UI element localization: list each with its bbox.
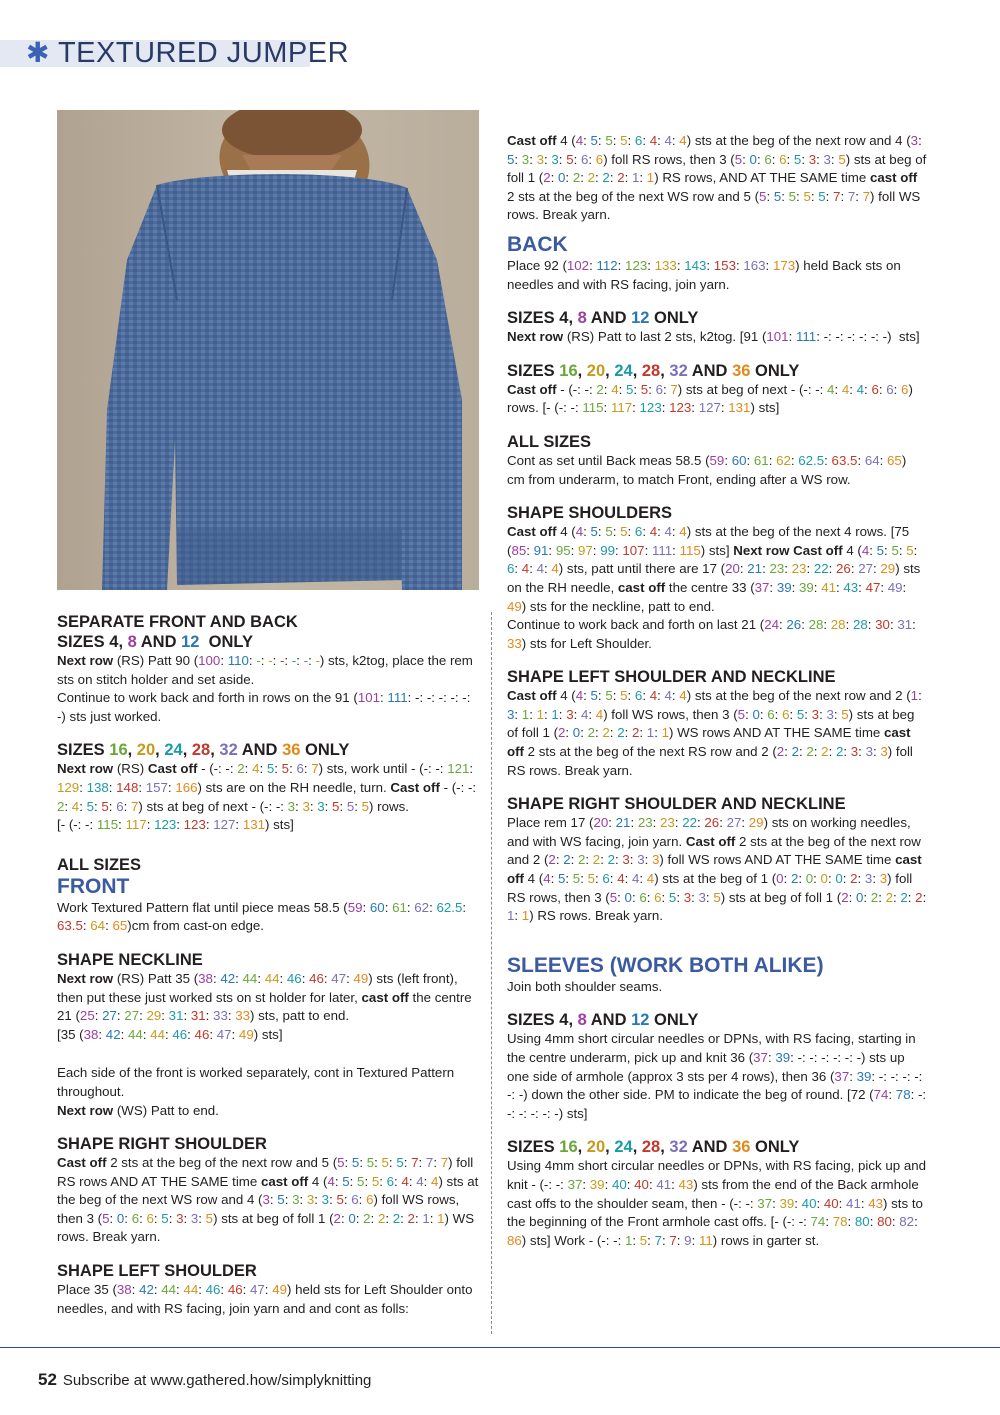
shape-shoulders-heading: SHAPE SHOULDERS [507, 504, 673, 523]
all-sizes-heading: ALL SIZES [57, 855, 142, 874]
left-neck-instructions: Cast off 4 (4: 5: 5: 5: 6: 4: 4: 4) sts at the beg of the next row and 2 (1: 3: 1: 1: 1: 3: 4: 4) foll WS rows, then 3 (5: 0: 6: 6: 5: 3: 3: 5) sts at beg of foll 1 (2: 0: 2: 2: 2: 2: 1: 1) WS rows AND AT THE SAME time cast off 2 sts at the beg of the next RS row and 2 (2: 2: 2: 2: 2: 3: 3: 3) foll RS rows. Break yarn. [507, 688, 922, 778]
sleeve-large-instructions: Using 4mm short circular needles or DPNs, with RS facing, pick up and knit - (-: -: 37: 39: 40: 40: 41: 43) sts from the end of the Back armhole cast offs to the shoulder seam, then - (-: -: 37: 39: 40: 40: 41: 43) sts to the beginning of the Front armhole cast offs. [- (-: -: 74: 78: 80: 80: 82: 86) sts] Work - (-: -: 1: 5: 7: 7: 9: 11) rows in garter st. [507, 1158, 927, 1248]
right-shoulder-neckline-heading: SHAPE RIGHT SHOULDER AND NECKLINE [507, 795, 846, 814]
back-instructions: Place 92 (102: 112: 123: 133: 143: 153: 163: 173) held Back sts on needles and with RS facing, join yarn. [507, 257, 901, 292]
back-all-instructions: Cont as set until Back meas 58.5 (59: 60: 61: 62: 62.5: 63.5: 64: 65) cm from underarm, to match Front, ending after a WS row. [507, 452, 907, 487]
neckline-total: [35 (38: 42: 44: 44: 46: 46: 47: 49) sts] [57, 1026, 283, 1042]
page-number: 52 [38, 1370, 57, 1389]
front-instructions: Work Textured Pattern flat until piece meas 58.5 (59: 60: 61: 62: 62.5: 63.5: 64: 65)cm from cast-on edge. [57, 899, 467, 934]
sleeve-sizes-small-heading: SIZES 4, 8 AND 12 ONLY [507, 1011, 699, 1030]
footer-rule [0, 1347, 1000, 1348]
left-shoulder-instructions: Place 35 (38: 42: 44: 44: 46: 46: 47: 49) held sts for Left Shoulder onto needles, and with RS facing, join yarn and and cont as folls: [57, 1282, 473, 1316]
shoulders-continue: Continue to work back and forth on last 21 (24: 26: 28: 28: 28: 30: 31: 33) sts for Left Shoulder. [507, 617, 916, 651]
sizes-large-heading: SIZES 16, 20, 24, 28, 32 AND 36 ONLY [57, 741, 350, 760]
back-large-instructions: Cast off - (-: -: 2: 4: 5: 5: 6: 7) sts at beg of next - (-: -: 4: 4: 4: 6: 6: 6) rows. [- (-: -: 115: 117: 123: 123: 127: 131) sts] [507, 381, 913, 416]
right-neck-instructions: Place rem 17 (20: 21: 23: 23: 22: 26: 27: 29) sts on working needles, and with WS facing, join yarn. Cast off 2 sts at the beg of the next row and 2 (2: 2: 2: 2: 2: 3: 3: 3) foll WS rows AND AT THE SAME time cast off 4 (4: 5: 5: 5: 6: 4: 4: 4) sts at the beg of 1 (0: 2: 0: 0: 0: 2: 3: 3) foll RS rows, then 3 (5: 0: 6: 6: 5: 3: 3: 5) sts at beg of foll 1 (2: 0: 2: 2: 2: 2: 1: 1) RS rows. Break yarn. [507, 815, 927, 924]
sleeves-join: Join both shoulder seams. [507, 978, 663, 994]
sleeve-sizes-large-heading: SIZES 16, 20, 24, 28, 32 AND 36 ONLY [507, 1138, 800, 1157]
sizes-small-heading: SIZES 4, 8 AND 12 ONLY [57, 633, 253, 651]
separate-continue: Continue to work back and forth in rows on the 91 (101: 111: -: -: -: -: -: -) sts just worked. [57, 690, 471, 724]
neckline-instructions: Next row (RS) Patt 35 (38: 42: 44: 44: 46: 46: 47: 49) sts (left front), then put these just worked sts on st holder for later, cast off the centre 21 (25: 27: 27: 29: 31: 31: 33: 33) sts, patt to end. [57, 970, 472, 1024]
back-small-instructions: Next row (RS) Patt to last 2 sts, k2tog. [91 (101: 111: -: -: -: -: -: -) sts] [507, 329, 920, 345]
asterisk-icon: ✱ [26, 37, 50, 68]
back-sizes-large-heading: SIZES 16, 20, 24, 28, 32 AND 36 ONLY [507, 361, 800, 380]
subscribe-link[interactable]: Subscribe at www.gathered.how/simplyknitting [62, 1372, 372, 1389]
next-row-ws: Next row (WS) Patt to end. [57, 1102, 219, 1118]
page-title: ✱ TEXTURED JUMPER [26, 37, 350, 69]
right-text-column [507, 132, 927, 1250]
column-divider [491, 612, 492, 1334]
shoulders-instructions: Cast off 4 (4: 5: 5: 5: 6: 4: 4: 4) sts at the beg of the next 4 rows. [75 (85: 91: 95: 97: 99: 107: 111: 115) sts] Next row Cast off 4 (4: 5: 5: 5: 6: 4: 4: 4) sts, patt until there are 17 (20: 21: 23: 23: 22: 26: 27: 29) sts on the RH needle, cast off the centre 33 (37: 39: 39: 41: 43: 47: 49: 49) sts for the neckline, patt to end. [507, 524, 921, 614]
back-all-sizes-heading: ALL SIZES [507, 432, 592, 451]
sleeves-heading: SLEEVES (WORK BOTH ALIKE) [507, 953, 824, 977]
separate-front-back-heading: SEPARATE FRONT AND BACK [57, 613, 298, 631]
shape-left-shoulder-heading: SHAPE LEFT SHOULDER [57, 1262, 257, 1281]
shape-neckline-heading: SHAPE NECKLINE [57, 950, 203, 969]
shape-right-shoulder-heading: SHAPE RIGHT SHOULDER [57, 1135, 267, 1154]
page-footer [38, 1370, 371, 1390]
jumper-photo-illustration [57, 110, 479, 590]
separate-next-row: Next row (RS) Patt 90 (100: 110: -: -: -: -: -: -) sts, k2tog, place the rem sts on stitch holder and set aside. [57, 653, 473, 687]
separate-large-total: [- (-: -: 115: 117: 123: 123: 127: 131) sts] [57, 817, 294, 833]
left-shoulder-continued: Cast off 4 (4: 5: 5: 5: 6: 4: 4: 4) sts at the beg of the next row and 4 (3: 5: 3: 3: 3: 5: 6: 6) foll RS rows, then 3 (5: 0: 6: 6: 5: 3: 3: 5) sts at beg of foll 1 (2: 0: 2: 2: 2: 2: 1: 1) RS rows, AND AT THE SAME time cast off 2 sts at the beg of the next WS row and 5 (5: 5: 5: 5: 5: 7: 7: 7) foll WS rows. Break yarn. [507, 133, 927, 223]
separate-large-instructions: Next row (RS) Cast off - (-: -: 2: 4: 5: 5: 6: 7) sts, work until - (-: -: 121: 129: 138: 148: 157: 166) sts are on the RH needle, turn. Cast off - (-: -: 2: 4: 5: 5: 6: 7) sts at beg of next - (-: -: 3: 3: 3: 5: 5: 5) rows. [57, 761, 477, 814]
left-shoulder-neckline-heading: SHAPE LEFT SHOULDER AND NECKLINE [507, 668, 836, 687]
back-sizes-small-heading: SIZES 4, 8 AND 12 ONLY [507, 309, 699, 328]
sleeve-small-instructions: Using 4mm short circular needles or DPNs, with RS facing, starting in the centre underarm, pick up and knit 36 (37: 39: -: -: -: -: -: -) sts up one side of armhole (approx 3 sts per 4 rows), then 36 (37: 39: -: -: -: -: -: -) down the other side. PM to indicate the beg of round. [72 (74: 78: -: -: -: -: -: -) sts] [507, 1031, 927, 1121]
left-text-column [57, 612, 482, 1318]
jumper-photo [57, 110, 479, 590]
right-shoulder-instructions: Cast off 2 sts at the beg of the next row and 5 (5: 5: 5: 5: 5: 7: 7: 7) foll RS rows AND AT THE SAME time cast off 4 (4: 5: 5: 5: 6: 4: 4: 4) sts at the beg of the next WS row and 4 (3: 5: 3: 3: 3: 5: 6: 6) foll WS rows, then 3 (5: 0: 6: 6: 5: 3: 3: 5) sts at beg of foll 1 (2: 0: 2: 2: 2: 2: 1: 1) WS rows. Break yarn. [57, 1155, 479, 1245]
front-heading: FRONT [57, 874, 130, 898]
each-side-note: Each side of the front is worked separately, cont in Textured Pattern throughout. [57, 1065, 455, 1099]
back-heading: BACK [507, 232, 568, 256]
